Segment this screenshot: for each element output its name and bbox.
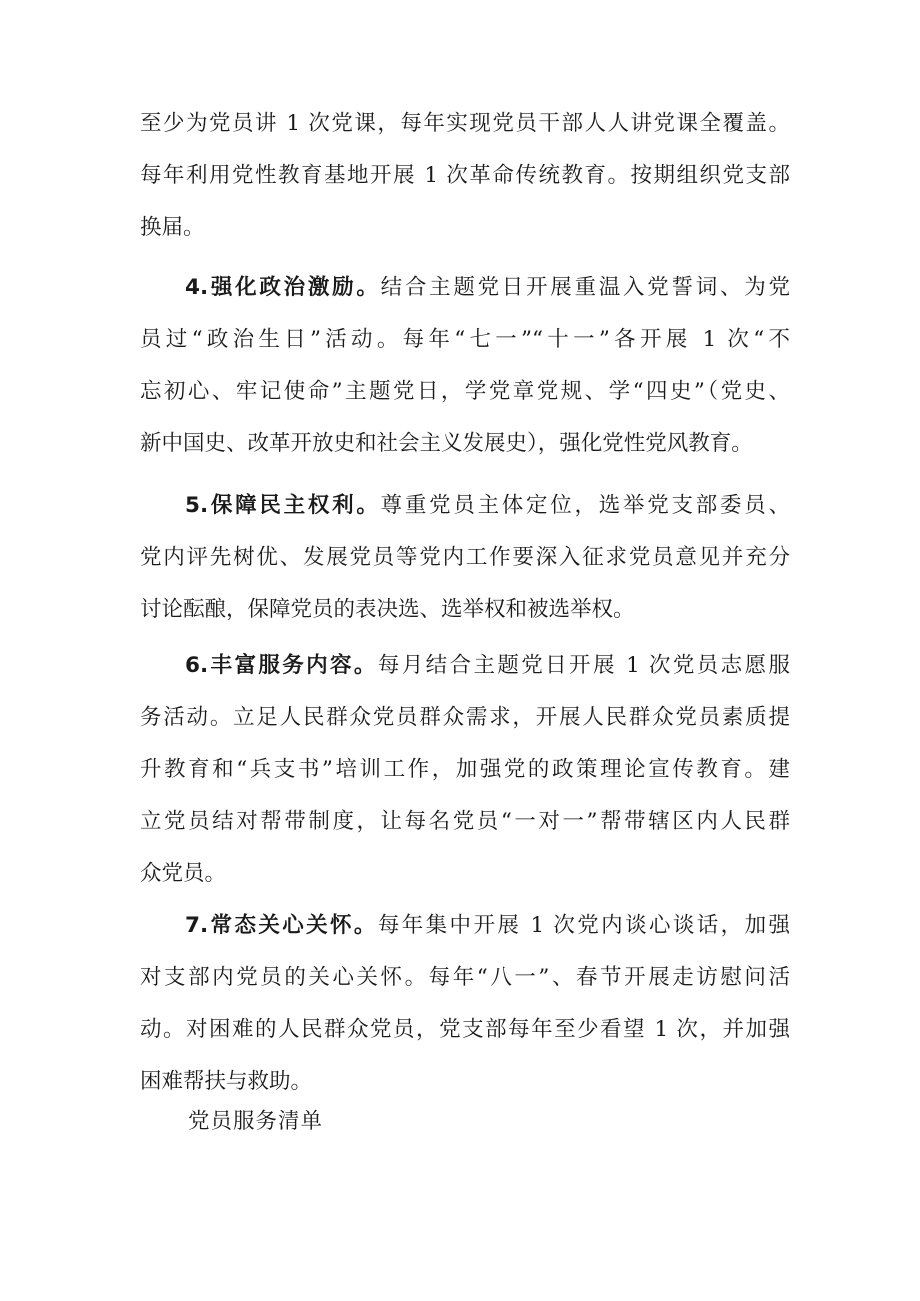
paragraph-intro	[140, 98, 790, 254]
paragraph-line: 困难帮扶与救助。	[140, 1069, 313, 1094]
item-heading: 强化政治激励。	[208, 275, 381, 300]
paragraph-item-6	[140, 640, 790, 900]
item-number: 5	[185, 493, 200, 518]
paragraph-line: 对支部内党员的关心关怀。每年“八一”、春节开展走访慰问活	[140, 965, 790, 990]
paragraph-line: 忘初心、牢记使命”主题党日，学党章党规、学“四史”（党史、	[140, 379, 790, 404]
item-number: 4	[185, 275, 200, 300]
paragraph-line: 党内评先树优、发展党员等党内工作要深入征求党员意见并充分	[140, 545, 790, 570]
paragraph-text: 尊重党员主体定位，选举党支部委员、	[380, 493, 790, 518]
paragraph-line: 5.保障民主权利。尊重党员主体定位，选举党支部委员、	[185, 493, 790, 518]
paragraph-line: 立党员结对帮带制度，让每名党员“一对一”帮带辖区内人民群	[140, 809, 790, 834]
item-heading: 丰富服务内容。	[208, 653, 378, 678]
paragraph-item-4	[140, 262, 790, 470]
paragraph-line: 4.强化政治激励。结合主题党日开展重温入党誓词、为党	[185, 275, 790, 300]
item-number: 6	[185, 653, 200, 678]
paragraph-line: 换届。	[140, 215, 205, 240]
paragraph-line: 新中国史、改革开放史和社会主义发展史），强化党性党风教育。	[140, 431, 753, 456]
item-heading: 常态关心关怀。	[208, 913, 378, 938]
paragraph-line: 7.常态关心关怀。每年集中开展 1 次党内谈心谈话，加强	[185, 913, 790, 938]
paragraph-text: 每年集中开展 1 次党内谈心谈话，加强	[377, 913, 790, 938]
paragraph-line: 务活动。立足人民群众党员群众需求，开展人民群众党员素质提	[140, 705, 790, 730]
paragraph-line: 每年利用党性教育基地开展 1 次革命传统教育。按期组织党支部	[140, 163, 790, 188]
paragraph-line: 动。对困难的人民群众党员，党支部每年至少看望 1 次，并加强	[140, 1017, 790, 1042]
paragraph-line: 讨论酝酿，保障党员的表决选、选举权和被选举权。	[140, 597, 635, 622]
paragraph-line: 众党员。	[140, 861, 227, 886]
paragraph-item-7	[140, 900, 790, 1108]
section-title: 党员服务清单	[188, 1109, 324, 1134]
paragraph-text: 每月结合主题党日开展 1 次党员志愿服	[377, 653, 790, 678]
item-number: 7	[185, 913, 200, 938]
paragraph-line: 员过“政治生日”活动。每年“七一”“十一”各开展 1 次“不	[140, 327, 790, 352]
paragraph-line: 升教育和“兵支书”培训工作，加强党的政策理论宣传教育。建	[140, 757, 790, 782]
paragraph-item-5	[140, 480, 790, 636]
paragraph-line: 至少为党员讲 1 次党课，每年实现党员干部人人讲党课全覆盖。	[140, 111, 790, 136]
paragraph-text: 结合主题党日开展重温入党誓词、为党	[380, 275, 790, 300]
item-heading: 保障民主权利。	[208, 493, 381, 518]
paragraph-line: 6.丰富服务内容。每月结合主题党日开展 1 次党员志愿服	[185, 653, 790, 678]
